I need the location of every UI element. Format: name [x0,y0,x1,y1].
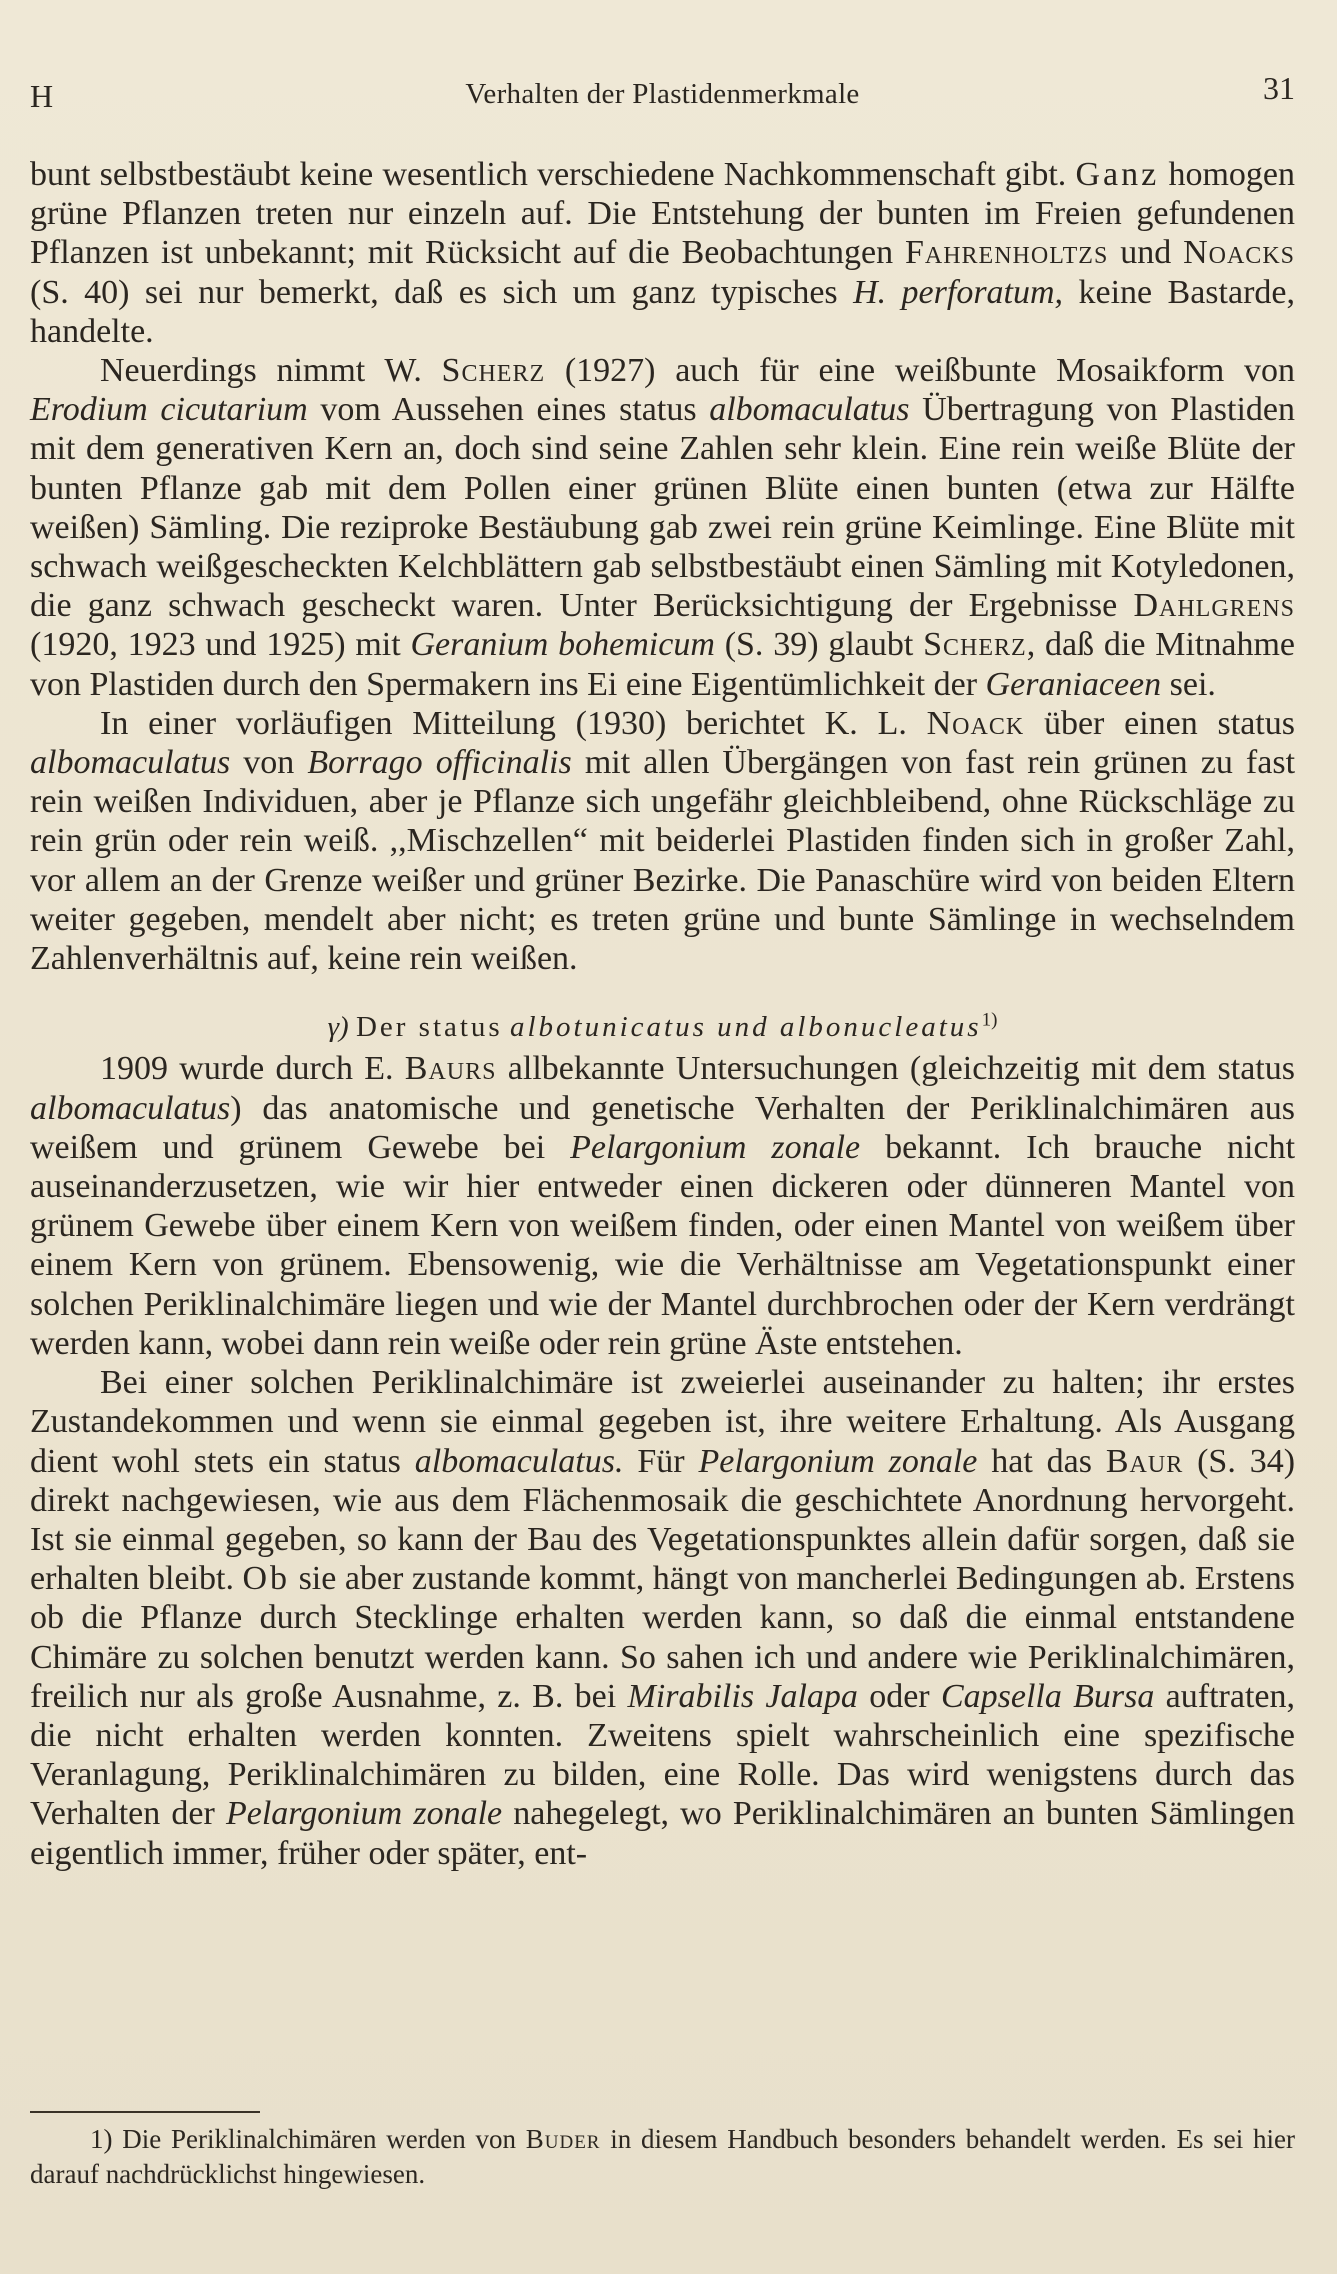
species-name: Geranium bohemicum [410,626,715,664]
status-term: albomaculatus. [414,1442,624,1480]
author-name: Noack [926,704,1025,742]
species-name: Pelargonium zonale [570,1128,861,1166]
species-name: Pelargonium zonale [225,1795,503,1833]
species-name: H. perforatum, [853,273,1064,311]
author-name: Scherz [441,352,546,390]
spaced-word: Ganz [1075,156,1160,193]
species-name: Pelargonium zonale [698,1442,978,1480]
header-section-letter: H [30,78,54,114]
paragraph-4: 1909 wurde durch E. Baurs allbekannte Untersuchungen (gleichzeitig mit dem status albomaculatus) das anatomische und genetische Verhalten der Periklinalchimären aus weißem und grünem Gewebe bei Pelargonium zonale bekannt. Ich brauche nicht auseinanderzusetzen, wie wir hier entweder einen dickeren oder dünneren Mantel von grünem Gewebe über einem Kern von weißem finden, oder einen Mantel von weißem über einem Kern von grünem. Ebensowenig, wie die Verhältnisse am Vegetationspunkt einer solchen Periklinalchimäre liegen und wie der Mantel durchbrochen oder der Kern verdrängt werden kann, wobei dann rein weiße oder rein grüne Äste entstehen. [30,1050,1296,1362]
page-body [30,155,1295,1873]
status-term: albomaculatus [30,744,231,782]
footnote-mark: 1) [90,2124,113,2154]
status-term: albomaculatus [709,391,910,429]
species-name: Capsella Bursa [940,1677,1155,1715]
paragraph-5: Bei einer solchen Periklinalchimäre ist zweierlei auseinander zu halten; ihr erstes Zustandekommen und wenn sie einmal gegeben ist, ihre weitere Erhaltung. Als Ausgang dient wohl stets ein status albomaculatus. Für Pelargonium zonale hat das Baur (S. 34) direkt nachgewiesen, wie aus dem Flächenmosaik die geschichtete Anordnung hervorgeht. Ist sie einmal gegeben, so kann der Bau des Vegetationspunktes allein dafür sorgen, daß sie erhalten bleibt. Ob sie aber zustande kommt, hängt von mancherlei Bedingungen ab. Erstens ob die Pflanze durch Stecklinge erhalten werden kann, so daß die einmal entstandene Chimäre zu solchen benutzt werden kann. So sahen ich und andere wie Periklinalchimären, freilich nur als große Ausnahme, z. B. bei Mirabilis Jalapa oder Capsella Bursa auftraten, die nicht erhalten werden konnten. Zweitens spielt wahrscheinlich eine spezifische Veranlagung, Periklinalchimären zu bilden, eine Rolle. Das wird wenigstens durch das Verhalten der Pelargonium zonale nahegelegt, wo Periklinalchimären an bunten Sämlingen eigentlich immer, früher oder später, ent- [30,1364,1296,1872]
spaced-word: Ob [242,1560,291,1598]
species-name: Borrago officinalis [307,744,572,782]
page-number: 31 [1263,70,1295,106]
paragraph-2: Neuerdings nimmt W. Scherz (1927) auch für eine weißbunte Mosaikform von Erodium cicutarium vom Aussehen eines status albomaculatus Übertragung von Plastiden mit dem generativen Kern an, doch sind seine Zahlen sehr klein. Eine rein weiße Blüte der bunten Pflanze gab mit dem Pollen einer grünen Blüte einen bunten (etwa zur Hälfte weißen) Sämling. Die reziproke Bestäubung gab zwei rein grüne Keimlinge. Eine Blüte mit schwach weißgescheckten Kelchblättern gab selbstbestäubt einen Sämling mit Kotyledonen, die ganz schwach gescheckt waren. Unter Berücksichtigung der Ergebnisse Dahlgrens (1920, 1923 und 1925) mit Geranium bohemicum (S. 39) glaubt Scherz, daß die Mitnahme von Plastiden durch den Spermakern ins Ei eine Eigentümlichkeit der Geraniaceen sei. [30,352,1295,703]
family-name: Geraniaceen [985,665,1162,703]
author-name: Noacks [1183,234,1295,272]
paragraph-1: bunt selbstbestäubt keine wesentlich verschiedene Nachkommenschaft gibt. Ganz homogen grüne Pflanzen treten nur einzeln auf. Die Entstehung der bunten im Freien gefundenen Pflanzen ist unbekannt; mit Rücksicht auf die Beobachtungen Fahrenholtzs und Noacks (S. 40) sei nur bemerkt, daß es sich um ganz typisches H. perforatum, keine Bastarde, handelte. [30,156,1295,350]
status-term: albomaculatus [30,1089,231,1127]
section-label: γ) [327,1011,349,1044]
author-name: Scherz [923,626,1027,664]
author-name: Buder [525,2124,601,2154]
section-title: albotunicatus und albonucleatus [509,1011,982,1044]
section-prefix: Der status [355,1011,503,1044]
header-title: Verhalten der Plastidenmerkmale [465,78,860,110]
author-name: Fahrenholtzs [904,234,1109,272]
author-name: Baur [1105,1442,1184,1480]
footnote-divider [30,2111,260,2113]
author-name: Dahlgrens [1133,587,1295,625]
footnote: 1) Die Periklinalchimären werden von Buder in diesem Handbuch besonders behandelt werden. Es sei hier darauf nachdrücklichst hingewiesen. [30,2124,1295,2189]
author-name: Baurs [404,1050,497,1088]
footnote-reference: 1) [981,1009,998,1031]
running-header [30,70,1295,120]
species-name: Mirabilis Jalapa [627,1677,858,1715]
section-heading [30,1008,1295,1047]
species-name: Erodium cicutarium [30,391,308,429]
paragraph-3: In einer vorläufigen Mitteilung (1930) berichtet K. L. Noack über einen status albomaculatus von Borrago officinalis mit allen Übergängen von fast rein grünen zu fast rein weißen Individuen, aber je Pflanze sich ungefähr gleichbleibend, ohne Rückschläge zu rein grün oder rein weiß. ,,Mischzellen“ mit beiderlei Plastiden finden sich in großer Zahl, vor allem an der Grenze weißer und grüner Bezirke. Die Panaschüre wird von beiden Eltern weiter gegeben, mendelt aber nicht; es treten grüne und bunte Sämlinge in wechselndem Zahlenverhältnis auf, keine rein weißen. [30,704,1296,978]
